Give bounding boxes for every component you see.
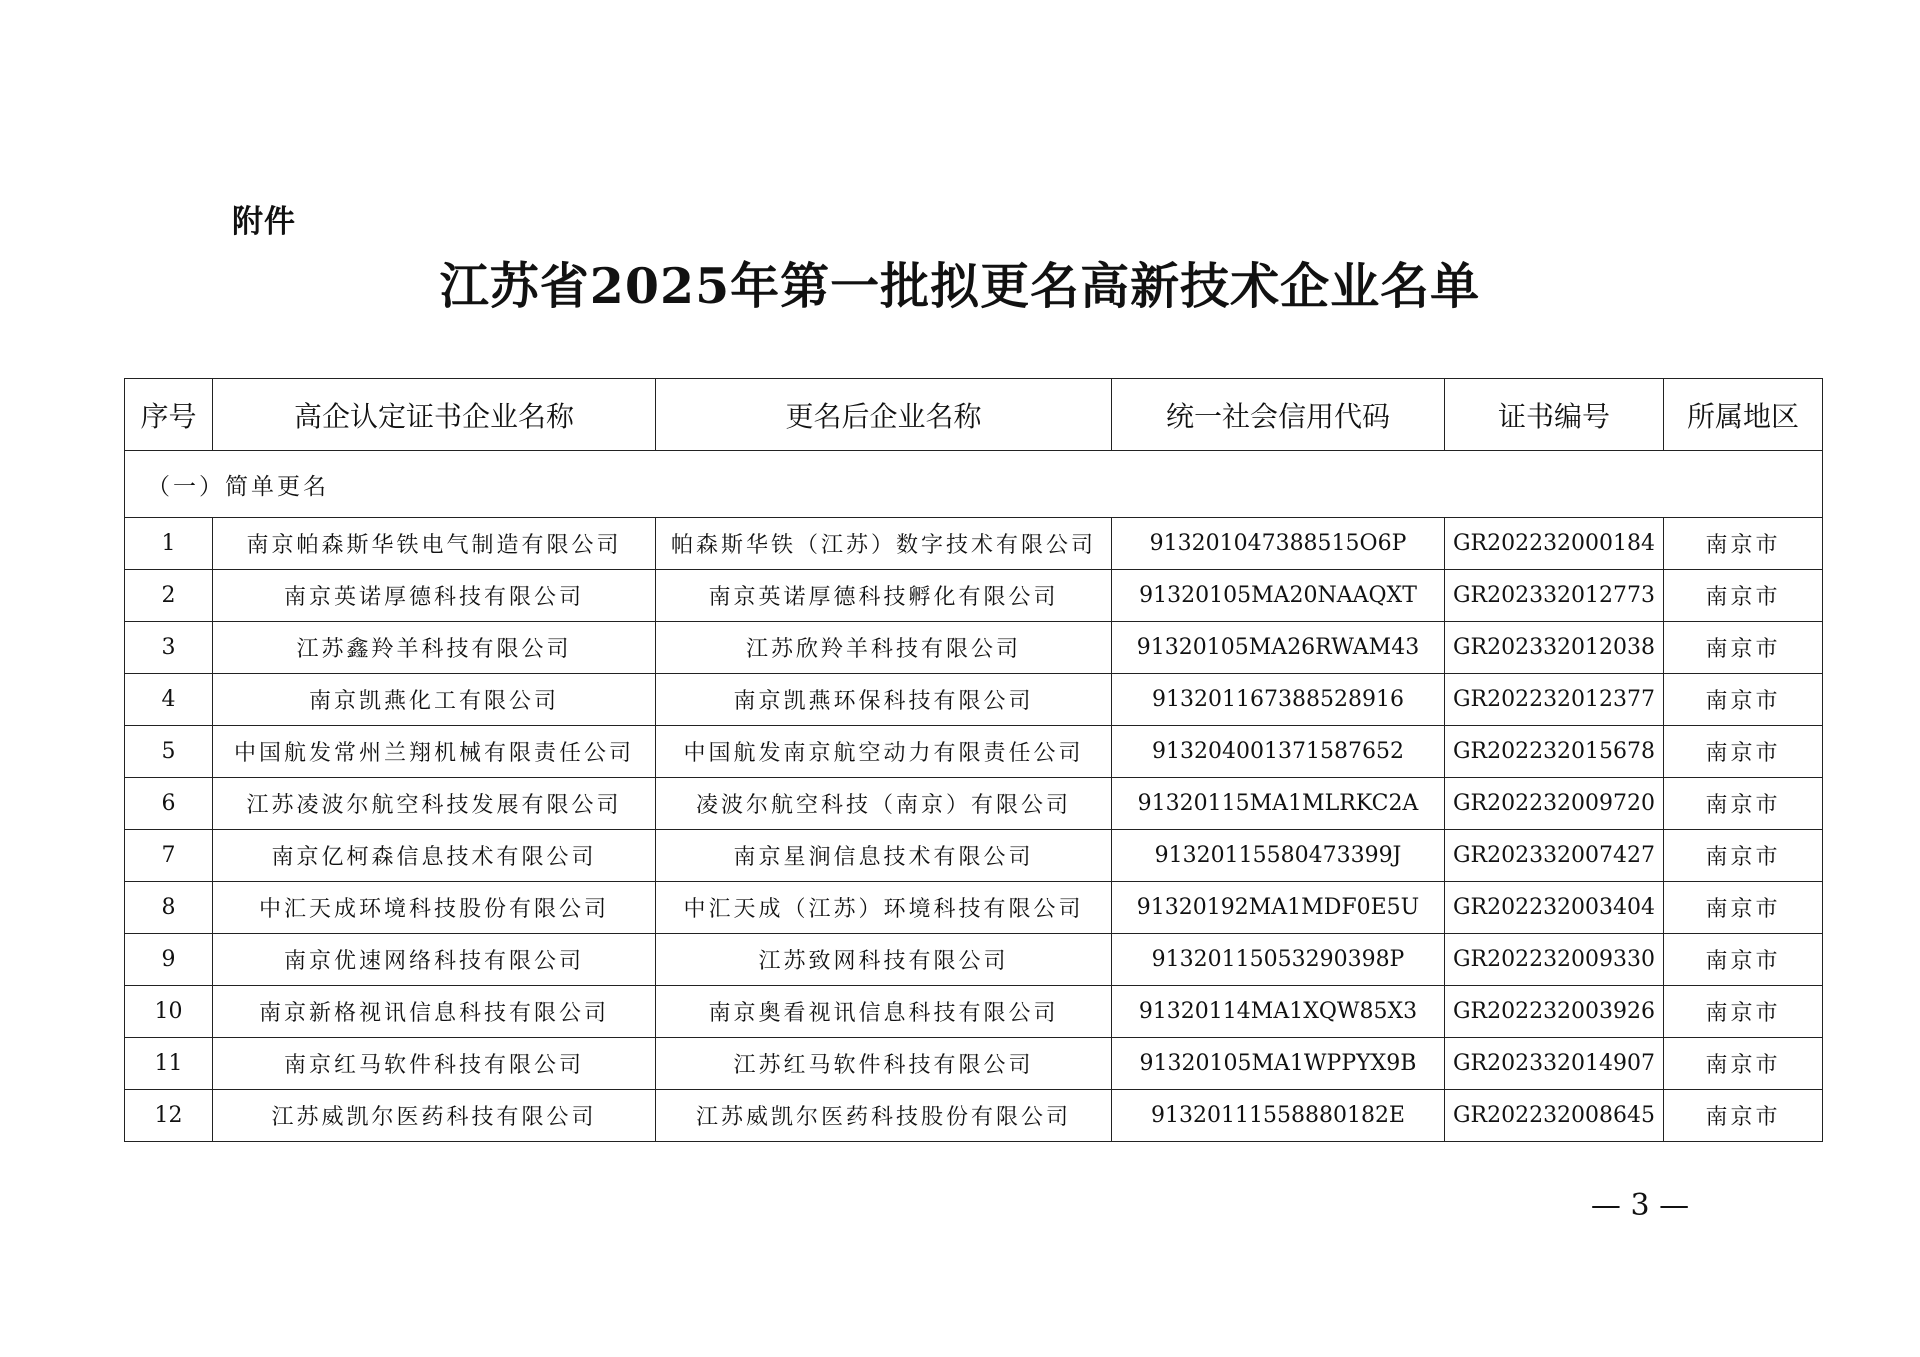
new-company-name-cell: 帕森斯华铁（江苏）数字技术有限公司 (656, 518, 1112, 570)
new-company-name-cell: 南京星涧信息技术有限公司 (656, 830, 1112, 882)
serial-number-cell: 4 (125, 674, 213, 726)
original-company-name-cell: 江苏鑫羚羊科技有限公司 (213, 622, 656, 674)
section-label: （一）简单更名 (125, 451, 1823, 518)
region-cell: 南京市 (1664, 570, 1823, 622)
page-number: — 3 — (1590, 1188, 1690, 1223)
table-row (125, 674, 1823, 726)
table-header-row (125, 379, 1823, 451)
table-row (125, 1090, 1823, 1142)
original-company-name-cell: 南京亿柯森信息技术有限公司 (213, 830, 656, 882)
region-cell: 南京市 (1664, 882, 1823, 934)
certificate-number-cell: GR202332012773 (1445, 570, 1664, 622)
serial-number-cell: 9 (125, 934, 213, 986)
new-company-name-cell: 江苏致网科技有限公司 (656, 934, 1112, 986)
table-row (125, 882, 1823, 934)
serial-number-cell: 11 (125, 1038, 213, 1090)
credit-code-cell: 91320105MA1WPPYX9B (1112, 1038, 1445, 1090)
serial-number-cell: 3 (125, 622, 213, 674)
document-title: 江苏省2025年第一批拟更名高新技术企业名单 (439, 257, 1481, 315)
credit-code-cell: 913201047388515O6P (1112, 518, 1445, 570)
region-cell: 南京市 (1664, 778, 1823, 830)
certificate-number-cell: GR202232000184 (1445, 518, 1664, 570)
table-row (125, 1038, 1823, 1090)
original-company-name-cell: 南京帕森斯华铁电气制造有限公司 (213, 518, 656, 570)
original-company-name-cell: 南京英诺厚德科技有限公司 (213, 570, 656, 622)
new-company-name-cell: 南京凯燕环保科技有限公司 (656, 674, 1112, 726)
new-company-name-cell: 南京奥看视讯信息科技有限公司 (656, 986, 1112, 1038)
region-cell: 南京市 (1664, 674, 1823, 726)
original-company-name-cell: 南京优速网络科技有限公司 (213, 934, 656, 986)
region-cell: 南京市 (1664, 830, 1823, 882)
original-company-name-cell: 南京红马软件科技有限公司 (213, 1038, 656, 1090)
credit-code-cell: 913204001371587652 (1112, 726, 1445, 778)
section-row (125, 451, 1823, 518)
region-cell: 南京市 (1664, 726, 1823, 778)
attachment-label: 附件 (232, 204, 296, 240)
credit-code-cell: 91320192MA1MDF0E5U (1112, 882, 1445, 934)
certificate-number-cell: GR202232012377 (1445, 674, 1664, 726)
serial-number-cell: 6 (125, 778, 213, 830)
certificate-number-cell: GR202232008645 (1445, 1090, 1664, 1142)
region-cell: 南京市 (1664, 1090, 1823, 1142)
credit-code-cell: 91320105MA26RWAM43 (1112, 622, 1445, 674)
table-row (125, 986, 1823, 1038)
header-original-company-name: 高企认定证书企业名称 (213, 379, 656, 451)
header-certificate-number: 证书编号 (1445, 379, 1664, 451)
new-company-name-cell: 江苏欣羚羊科技有限公司 (656, 622, 1112, 674)
original-company-name-cell: 江苏威凯尔医药科技有限公司 (213, 1090, 656, 1142)
certificate-number-cell: GR202332014907 (1445, 1038, 1664, 1090)
region-cell: 南京市 (1664, 518, 1823, 570)
table-row (125, 778, 1823, 830)
credit-code-cell: 91320105MA20NAAQXT (1112, 570, 1445, 622)
original-company-name-cell: 中国航发常州兰翔机械有限责任公司 (213, 726, 656, 778)
serial-number-cell: 7 (125, 830, 213, 882)
new-company-name-cell: 江苏红马软件科技有限公司 (656, 1038, 1112, 1090)
new-company-name-cell: 中国航发南京航空动力有限责任公司 (656, 726, 1112, 778)
new-company-name-cell: 南京英诺厚德科技孵化有限公司 (656, 570, 1112, 622)
new-company-name-cell: 中汇天成（江苏）环境科技有限公司 (656, 882, 1112, 934)
credit-code-cell: 91320115053290398P (1112, 934, 1445, 986)
table-row (125, 570, 1823, 622)
region-cell: 南京市 (1664, 934, 1823, 986)
certificate-number-cell: GR202232003404 (1445, 882, 1664, 934)
serial-number-cell: 1 (125, 518, 213, 570)
header-credit-code: 统一社会信用代码 (1112, 379, 1445, 451)
credit-code-cell: 913201167388528916 (1112, 674, 1445, 726)
region-cell: 南京市 (1664, 1038, 1823, 1090)
region-cell: 南京市 (1664, 986, 1823, 1038)
new-company-name-cell: 凌波尔航空科技（南京）有限公司 (656, 778, 1112, 830)
credit-code-cell: 91320114MA1XQW85X3 (1112, 986, 1445, 1038)
header-region: 所属地区 (1664, 379, 1823, 451)
certificate-number-cell: GR202332007427 (1445, 830, 1664, 882)
enterprise-rename-table (124, 378, 1823, 1142)
credit-code-cell: 91320115MA1MLRKC2A (1112, 778, 1445, 830)
serial-number-cell: 5 (125, 726, 213, 778)
table-row (125, 726, 1823, 778)
serial-number-cell: 12 (125, 1090, 213, 1142)
serial-number-cell: 10 (125, 986, 213, 1038)
certificate-number-cell: GR202232003926 (1445, 986, 1664, 1038)
table-row (125, 830, 1823, 882)
table-row (125, 622, 1823, 674)
header-new-company-name: 更名后企业名称 (656, 379, 1112, 451)
certificate-number-cell: GR202332012038 (1445, 622, 1664, 674)
original-company-name-cell: 南京凯燕化工有限公司 (213, 674, 656, 726)
credit-code-cell: 91320111558880182E (1112, 1090, 1445, 1142)
credit-code-cell: 91320115580473399J (1112, 830, 1445, 882)
region-cell: 南京市 (1664, 622, 1823, 674)
certificate-number-cell: GR202232009330 (1445, 934, 1664, 986)
original-company-name-cell: 南京新格视讯信息科技有限公司 (213, 986, 656, 1038)
certificate-number-cell: GR202232015678 (1445, 726, 1664, 778)
original-company-name-cell: 江苏凌波尔航空科技发展有限公司 (213, 778, 656, 830)
new-company-name-cell: 江苏威凯尔医药科技股份有限公司 (656, 1090, 1112, 1142)
serial-number-cell: 8 (125, 882, 213, 934)
certificate-number-cell: GR202232009720 (1445, 778, 1664, 830)
table-row (125, 934, 1823, 986)
table-row (125, 518, 1823, 570)
serial-number-cell: 2 (125, 570, 213, 622)
header-serial-number: 序号 (125, 379, 213, 451)
original-company-name-cell: 中汇天成环境科技股份有限公司 (213, 882, 656, 934)
